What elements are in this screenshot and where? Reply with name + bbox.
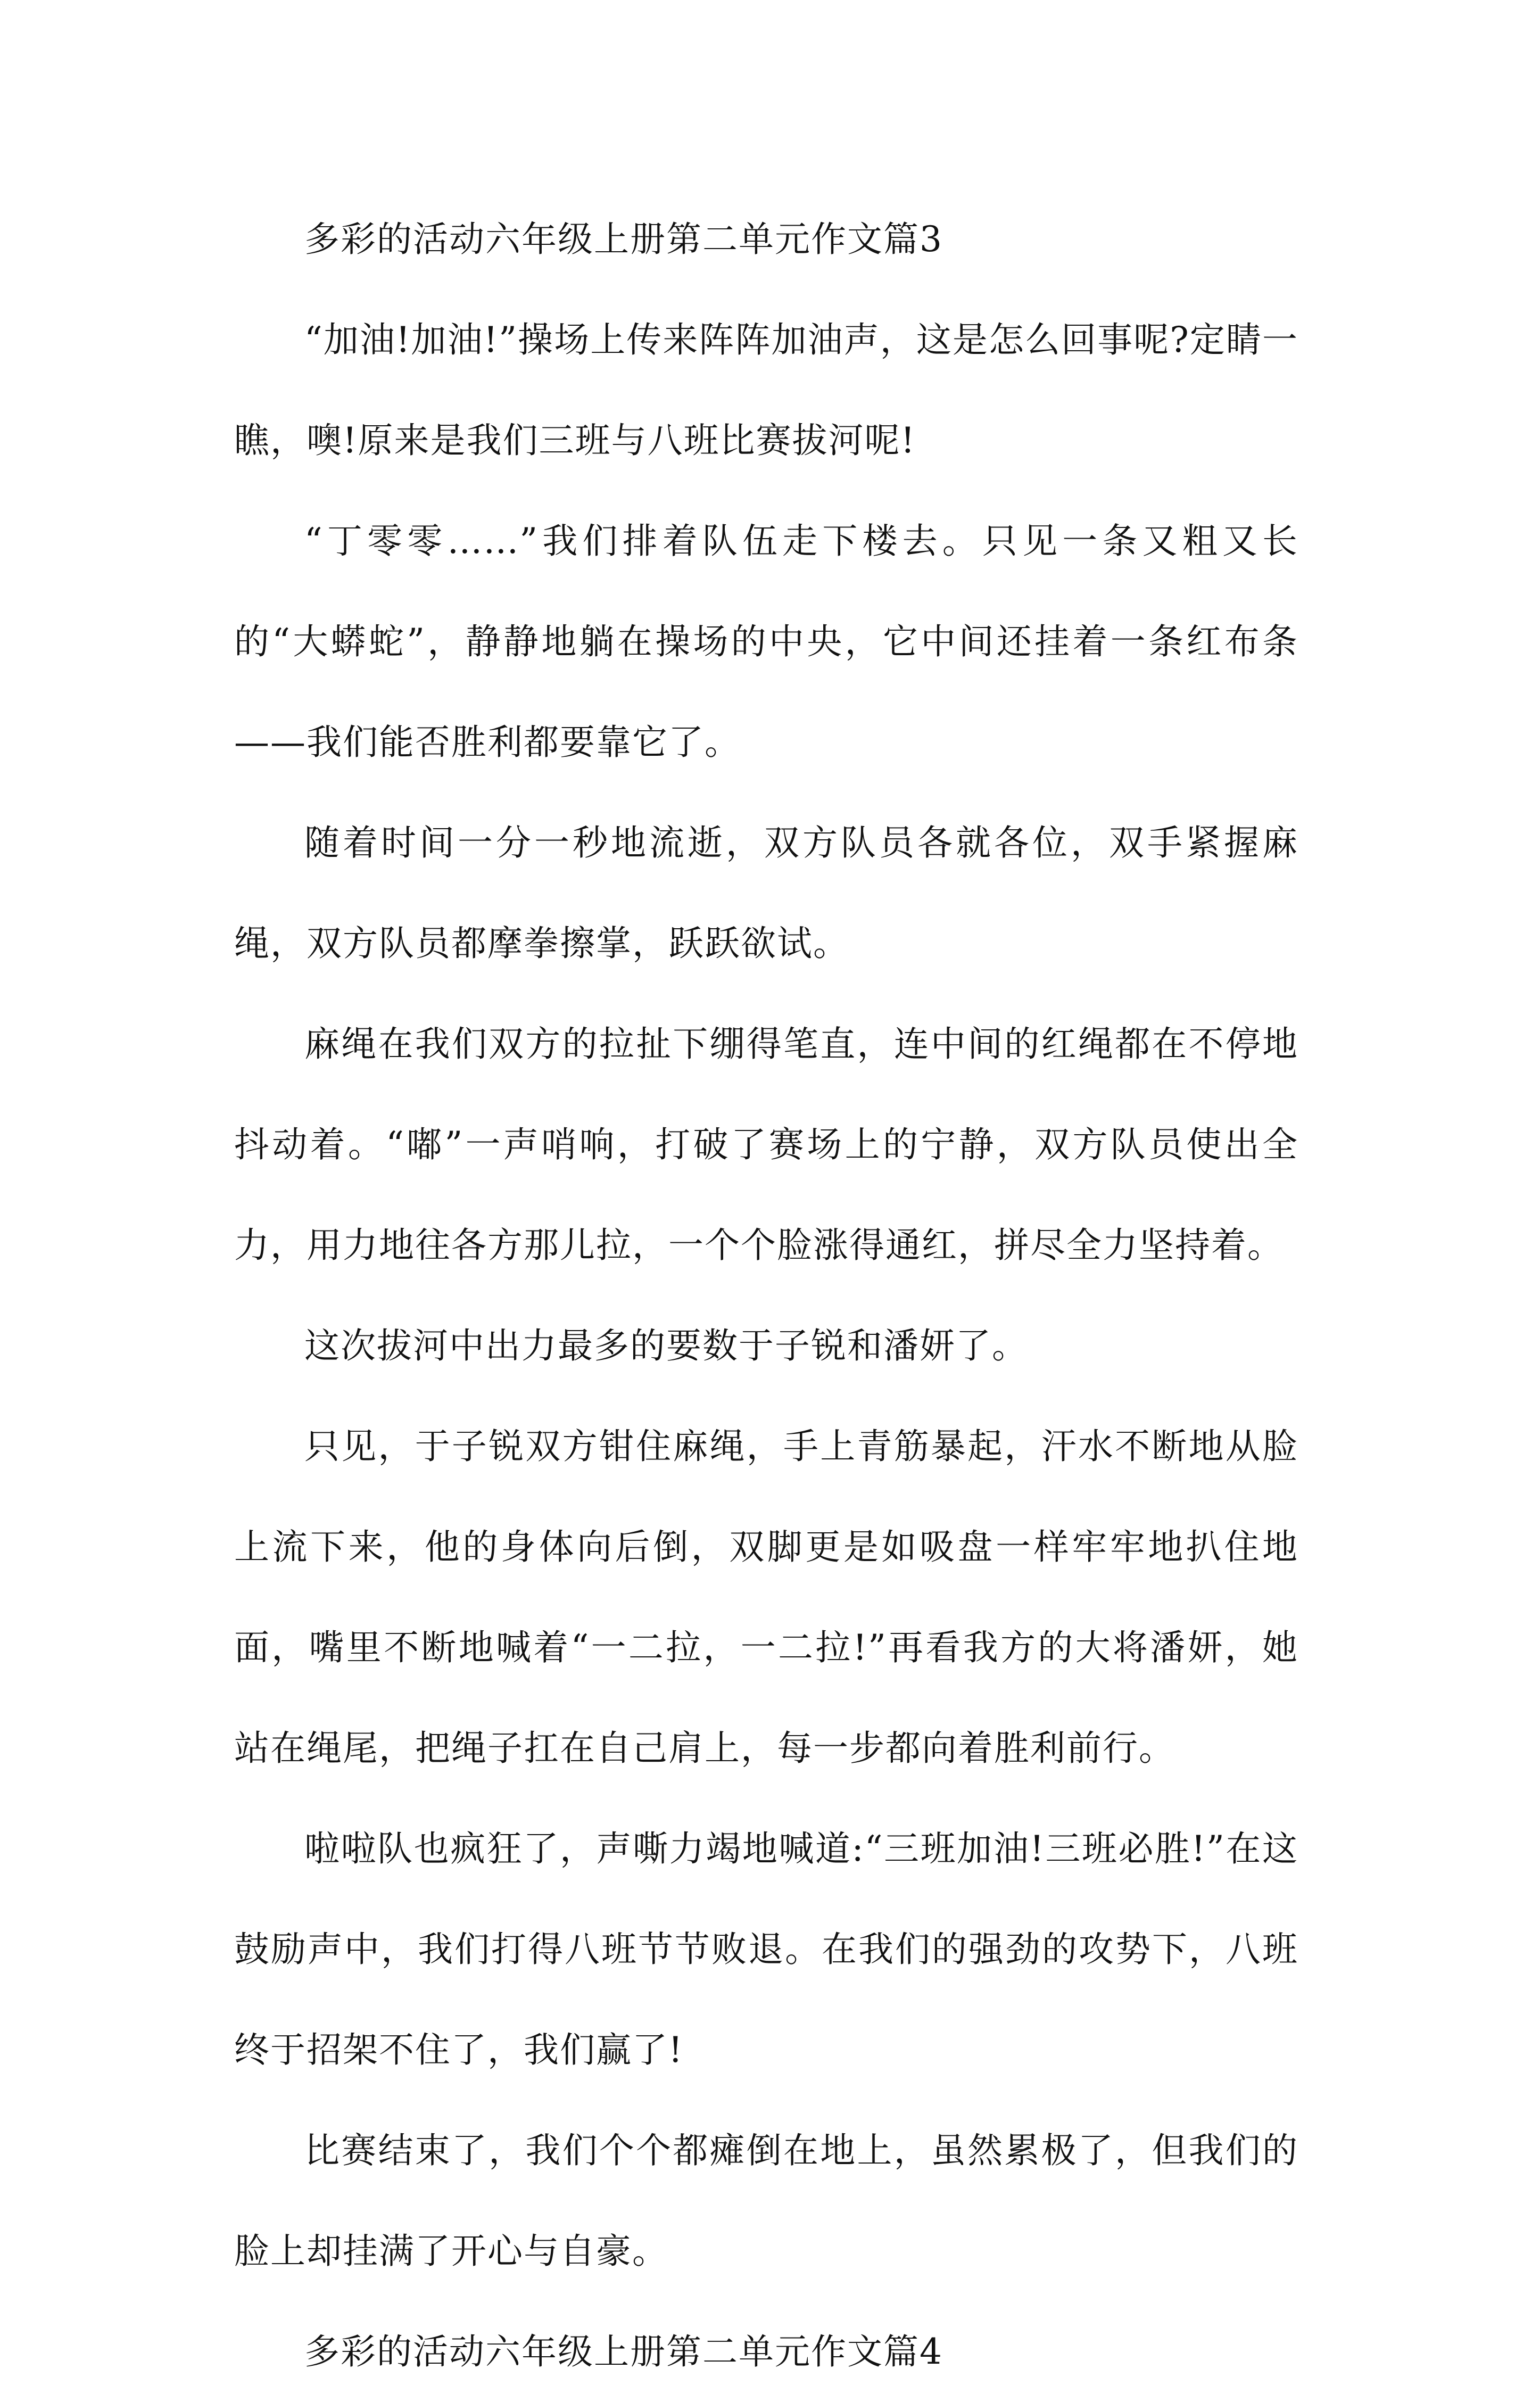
paragraph: 只见，于子锐双方钳住麻绳，手上青筋暴起，汗水不断地从脸上流下来，他的身体向后倒，双脚更是如吸盘一样牢牢地扒住地面，嘴里不断地喊着“一二拉，一二拉!”再看我方的大将潘妍，她站在绳尾，把绳子扛在自己肩上，每一步都向着胜利前行。 [234, 1426, 1298, 1769]
paragraph: 比赛结束了，我们个个都瘫倒在地上，虽然累极了，但我们的脸上却挂满了开心与自豪。 [234, 2130, 1298, 2272]
paragraph: 这次拔河中出力最多的要数于子锐和潘妍了。 [304, 1325, 1028, 1366]
document-body [234, 189, 1298, 2402]
paragraph: “丁零零……”我们排着队伍走下楼去。只见一条又粗又长的“大蟒蛇”，静静地躺在操场的中央，它中间还挂着一条红布条——我们能否胜利都要靠它了。 [234, 521, 1298, 763]
paragraph: 啦啦队也疯狂了，声嘶力竭地喊道:“三班加油!三班必胜!”在这鼓励声中，我们打得八班节节败退。在我们的强劲的攻势下，八班终于招架不住了，我们赢了! [234, 1828, 1298, 2070]
paragraph: “加油!加油!”操场上传来阵阵加油声，这是怎么回事呢?定睛一瞧，噢!原来是我们三班与八班比赛拔河呢! [234, 319, 1298, 461]
section-heading: 多彩的活动六年级上册第二单元作文篇4 [304, 2331, 943, 2372]
paragraph: 麻绳在我们双方的拉扯下绷得笔直，连中间的红绳都在不停地抖动着。“嘟”一声哨响，打破了赛场上的宁静，双方队员使出全力，用力地往各方那儿拉，一个个脸涨得通红，拼尽全力坚持着。 [234, 1023, 1298, 1266]
paragraph: 随着时间一分一秒地流逝，双方队员各就各位，双手紧握麻绳，双方队员都摩拳擦掌，跃跃欲试。 [234, 822, 1298, 964]
section-heading: 多彩的活动六年级上册第二单元作文篇3 [304, 219, 943, 260]
